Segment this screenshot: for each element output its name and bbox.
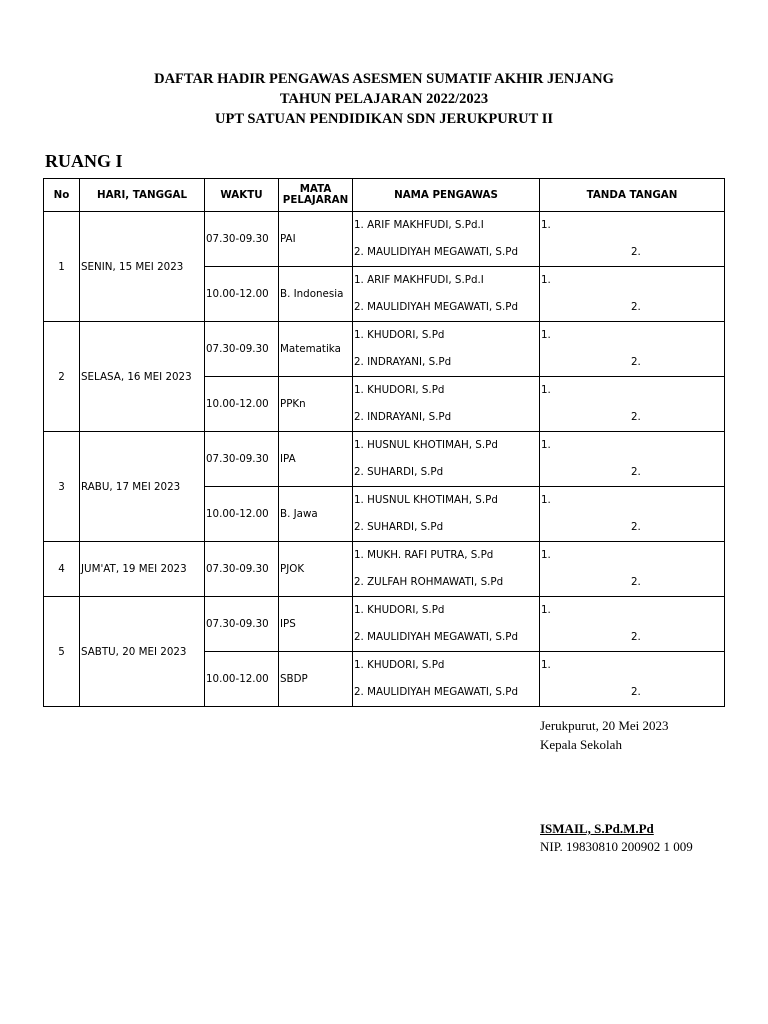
cell-date: SENIN, 15 MEI 2023 bbox=[80, 212, 205, 322]
table-row bbox=[44, 212, 725, 267]
cell-supervisors bbox=[353, 377, 540, 432]
cell-supervisors bbox=[353, 322, 540, 377]
cell-subject: Matematika bbox=[279, 322, 353, 377]
cell-date: SELASA, 16 MEI 2023 bbox=[80, 322, 205, 432]
title-line-1: DAFTAR HADIR PENGAWAS ASESMEN SUMATIF AKHIR JENJANG bbox=[154, 71, 614, 87]
signature-slot-2: 2. bbox=[631, 301, 641, 313]
cell-time: 10.00-12.00 bbox=[205, 267, 279, 322]
table-row bbox=[44, 432, 725, 487]
header-subject-line-1: MATA bbox=[299, 183, 332, 195]
supervisor-2: 2. MAULIDIYAH MEGAWATI, S.Pd bbox=[354, 631, 518, 643]
cell-time: 07.30-09.30 bbox=[205, 432, 279, 487]
signer-name: ISMAIL, S.Pd.M.Pd bbox=[540, 821, 654, 836]
cell-supervisors bbox=[353, 212, 540, 267]
cell-time: 10.00-12.00 bbox=[205, 377, 279, 432]
supervisor-2: 2. SUHARDI, S.Pd bbox=[354, 466, 444, 478]
place-date: Jerukpurut, 20 Mei 2023 bbox=[540, 718, 669, 733]
cell-subject: PPKn bbox=[279, 377, 353, 432]
header-time: WAKTU bbox=[205, 179, 279, 212]
supervisor-1: 1. KHUDORI, S.Pd bbox=[354, 604, 445, 616]
table-body bbox=[44, 212, 725, 707]
cell-subject: PAI bbox=[279, 212, 353, 267]
supervisor-2: 2. MAULIDIYAH MEGAWATI, S.Pd bbox=[354, 246, 518, 258]
supervisor-1: 1. ARIF MAKHFUDI, S.Pd.I bbox=[354, 219, 484, 231]
signature-slot-2: 2. bbox=[631, 631, 641, 643]
signature-slot-1: 1. bbox=[541, 219, 551, 231]
supervisor-2: 2. MAULIDIYAH MEGAWATI, S.Pd bbox=[354, 686, 518, 698]
cell-signatures bbox=[540, 652, 725, 707]
cell-subject: IPA bbox=[279, 432, 353, 487]
title-line-3: UPT SATUAN PENDIDIKAN SDN JERUKPURUT II bbox=[215, 111, 553, 127]
signature-slot-2: 2. bbox=[631, 576, 641, 588]
supervisor-2: 2. MAULIDIYAH MEGAWATI, S.Pd bbox=[354, 301, 518, 313]
header-supervisor: NAMA PENGAWAS bbox=[353, 179, 540, 212]
supervisor-2: 2. INDRAYANI, S.Pd bbox=[354, 411, 452, 423]
signature-slot-2: 2. bbox=[631, 411, 641, 423]
cell-date: RABU, 17 MEI 2023 bbox=[80, 432, 205, 542]
cell-signatures bbox=[540, 432, 725, 487]
signature-slot-2: 2. bbox=[631, 466, 641, 478]
cell-supervisors bbox=[353, 597, 540, 652]
document-title bbox=[0, 69, 768, 129]
cell-subject: IPS bbox=[279, 597, 353, 652]
cell-supervisors bbox=[353, 432, 540, 487]
cell-date: JUM'AT, 19 MEI 2023 bbox=[80, 542, 205, 597]
cell-time: 07.30-09.30 bbox=[205, 212, 279, 267]
cell-time: 10.00-12.00 bbox=[205, 487, 279, 542]
cell-time: 07.30-09.30 bbox=[205, 597, 279, 652]
cell-no: 3 bbox=[44, 432, 80, 542]
cell-supervisors bbox=[353, 652, 540, 707]
cell-no: 4 bbox=[44, 542, 80, 597]
title-line-2: TAHUN PELAJARAN 2022/2023 bbox=[279, 91, 489, 107]
cell-signatures bbox=[540, 267, 725, 322]
cell-subject: B. Indonesia bbox=[279, 267, 353, 322]
supervisor-1: 1. KHUDORI, S.Pd bbox=[354, 329, 445, 341]
attendance-table bbox=[43, 178, 725, 707]
header-subject bbox=[279, 179, 353, 212]
cell-time: 07.30-09.30 bbox=[205, 322, 279, 377]
cell-signatures bbox=[540, 487, 725, 542]
table-row bbox=[44, 322, 725, 377]
cell-no: 2 bbox=[44, 322, 80, 432]
cell-date: SABTU, 20 MEI 2023 bbox=[80, 597, 205, 707]
cell-signatures bbox=[540, 322, 725, 377]
supervisor-2: 2. ZULFAH ROHMAWATI, S.Pd bbox=[354, 576, 504, 588]
cell-no: 1 bbox=[44, 212, 80, 322]
header-no: No bbox=[44, 179, 80, 212]
signature-slot-1: 1. bbox=[541, 659, 551, 671]
cell-subject: PJOK bbox=[279, 542, 353, 597]
table-header-row bbox=[44, 179, 725, 212]
cell-supervisors bbox=[353, 487, 540, 542]
supervisor-2: 2. SUHARDI, S.Pd bbox=[354, 521, 444, 533]
signature-slot-1: 1. bbox=[541, 439, 551, 451]
cell-supervisors bbox=[353, 542, 540, 597]
signature-slot-2: 2. bbox=[631, 246, 641, 258]
signature-slot-2: 2. bbox=[631, 521, 641, 533]
header-date: HARI, TANGGAL bbox=[80, 179, 205, 212]
cell-signatures bbox=[540, 597, 725, 652]
cell-subject: B. Jawa bbox=[279, 487, 353, 542]
supervisor-1: 1. HUSNUL KHOTIMAH, S.Pd bbox=[354, 439, 498, 451]
cell-time: 10.00-12.00 bbox=[205, 652, 279, 707]
cell-supervisors bbox=[353, 267, 540, 322]
signer-nip: NIP. 19830810 200902 1 009 bbox=[540, 839, 693, 854]
signature-slot-1: 1. bbox=[541, 549, 551, 561]
supervisor-1: 1. ARIF MAKHFUDI, S.Pd.I bbox=[354, 274, 484, 286]
cell-signatures bbox=[540, 212, 725, 267]
signature-slot-1: 1. bbox=[541, 384, 551, 396]
cell-signatures bbox=[540, 377, 725, 432]
table-row bbox=[44, 542, 725, 597]
supervisor-2: 2. INDRAYANI, S.Pd bbox=[354, 356, 452, 368]
signature-block bbox=[540, 716, 669, 754]
signature-slot-2: 2. bbox=[631, 356, 641, 368]
signature-slot-1: 1. bbox=[541, 604, 551, 616]
supervisor-1: 1. HUSNUL KHOTIMAH, S.Pd bbox=[354, 494, 498, 506]
header-subject-line-2: PELAJARAN bbox=[282, 194, 349, 206]
table-row bbox=[44, 597, 725, 652]
cell-signatures bbox=[540, 542, 725, 597]
signature-slot-1: 1. bbox=[541, 494, 551, 506]
supervisor-1: 1. KHUDORI, S.Pd bbox=[354, 384, 445, 396]
cell-time: 07.30-09.30 bbox=[205, 542, 279, 597]
supervisor-1: 1. KHUDORI, S.Pd bbox=[354, 659, 445, 671]
signature-slot-1: 1. bbox=[541, 329, 551, 341]
supervisor-1: 1. MUKH. RAFI PUTRA, S.Pd bbox=[354, 549, 494, 561]
signature-slot-2: 2. bbox=[631, 686, 641, 698]
room-heading: RUANG I bbox=[45, 151, 123, 171]
cell-no: 5 bbox=[44, 597, 80, 707]
header-signature: TANDA TANGAN bbox=[540, 179, 725, 212]
signer-position: Kepala Sekolah bbox=[540, 737, 622, 752]
cell-subject: SBDP bbox=[279, 652, 353, 707]
signature-slot-1: 1. bbox=[541, 274, 551, 286]
